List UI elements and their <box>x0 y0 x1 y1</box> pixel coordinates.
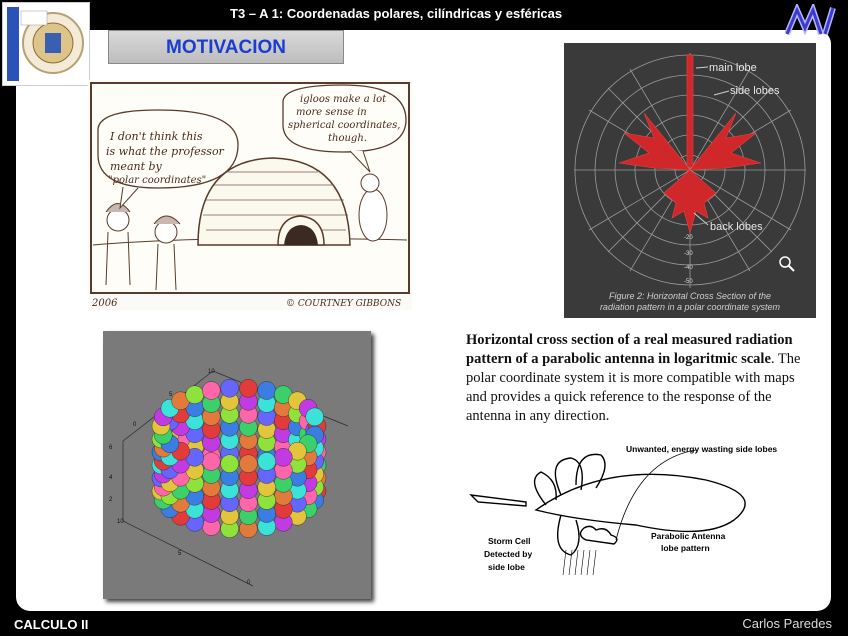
tick-top-3: 0 <box>133 422 137 428</box>
sphere <box>221 455 239 473</box>
slide-title: T3 – A 1: Coordenadas polares, cilíndricas y esféricas <box>230 6 563 21</box>
sphere <box>258 382 276 400</box>
cartoon-year: 2006 <box>92 298 118 309</box>
zoom-icon[interactable] <box>780 257 794 271</box>
cartoon-credit: © COURTNEY GIBBONS <box>286 299 402 309</box>
label-storm-3: side lobe <box>488 562 525 572</box>
label-side-lobes-unwanted: Unwanted, energy wasting side lobes <box>626 444 778 454</box>
speech-right-line-2: more sense in <box>296 107 367 118</box>
label-pattern-1: Parabolic Antenna <box>651 531 726 541</box>
sphere <box>202 382 220 400</box>
label-storm-1: Storm Cell <box>488 536 531 546</box>
tick-bottom-2: 5 <box>178 551 182 557</box>
ring-value-3: -40 <box>684 265 693 271</box>
university-logo <box>2 2 90 86</box>
sphere <box>221 379 239 397</box>
label-storm-2: Detected by <box>484 549 533 559</box>
radar-caption-line-1: Figure 2: Horizontal Cross Section of the <box>608 291 772 301</box>
label-pattern-2: lobe pattern <box>661 543 710 553</box>
radar-caption-line-2: radiation pattern in a polar coordinate system <box>599 302 781 312</box>
sphere <box>186 386 204 404</box>
course-logo <box>785 4 839 38</box>
tick-left-2: 4 <box>109 475 113 481</box>
ring-value-2: -30 <box>684 251 693 257</box>
speech-left-line-2: is what the professor <box>106 145 224 158</box>
description-rest: . The polar coordinate system it is more compatible with maps and provides a quick reference to the response of the antenna in any direction. <box>466 351 801 424</box>
label-side-lobes: side lobes <box>730 85 780 97</box>
tick-top-1: 10 <box>208 369 215 375</box>
sphere <box>202 453 220 471</box>
tick-left-1: 6 <box>109 445 113 451</box>
label-main-lobe: main lobe <box>709 62 757 74</box>
tick-bottom-1: 10 <box>117 519 124 525</box>
speech-left-line-1: I don't think this <box>110 130 203 143</box>
description-bold: Horizontal cross section of a real measured radiation pattern of a parabolic antenna in logaritmic scale <box>466 332 793 367</box>
section-tab <box>108 30 344 64</box>
sphere-ring <box>152 379 326 537</box>
igloo-cartoon <box>88 80 412 310</box>
speech-left-line-4: "polar coordinates" <box>108 175 207 186</box>
sphere <box>239 379 257 397</box>
ring-value-4: -50 <box>684 279 693 285</box>
sphere <box>306 408 324 426</box>
sphere <box>274 448 292 466</box>
speech-right-line-3: spherical coordinates, <box>288 120 401 131</box>
section-title: MOTIVACION <box>166 37 286 58</box>
footer-author: Carlos Paredes <box>742 616 832 631</box>
polar-radiation-pattern <box>564 43 816 318</box>
sphere <box>239 455 257 473</box>
sphere <box>258 453 276 471</box>
description-text <box>466 331 811 426</box>
speech-right-line-1: igloos make a lot <box>300 94 387 105</box>
footer-course: CALCULO II <box>14 617 89 632</box>
label-back-lobes: back lobes <box>710 221 763 233</box>
antenna-lobe-diagram <box>466 440 816 590</box>
tick-top-2: 5 <box>169 392 173 398</box>
tick-bottom-3: 0 <box>247 580 251 586</box>
speech-right-line-4: though. <box>328 133 367 144</box>
ring-value-1: -20 <box>684 235 693 241</box>
speech-left-line-3: meant by <box>110 160 162 173</box>
spherical-cylinder-plot <box>103 331 371 599</box>
tick-left-3: 2 <box>109 497 113 503</box>
